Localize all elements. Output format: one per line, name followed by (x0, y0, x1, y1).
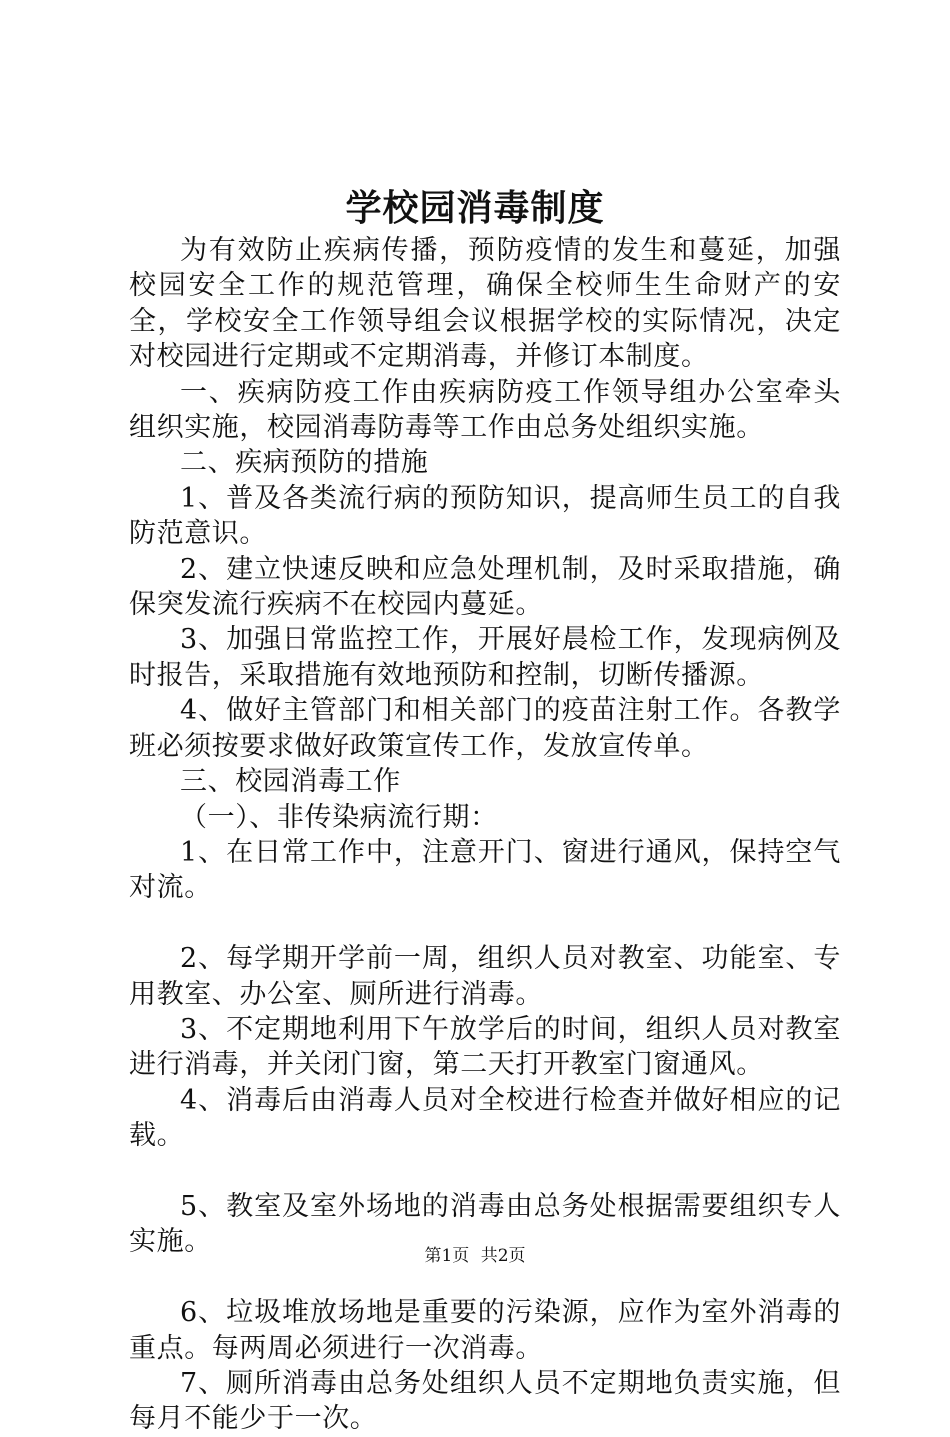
disinfection-item-6: 6、垃圾堆放场地是重要的污染源，应作为室外消毒的重点。每两周必须进行一次消毒。 (129, 1297, 841, 1364)
disinfection-item-2: 2、每学期开学前一周，组织人员对教室、功能室、专用教室、办公室、厕所进行消毒。 (129, 943, 841, 1010)
disinfection-item-5: 5、教室及室外场地的消毒由总务处根据需要组织专人实施。 (129, 1190, 841, 1258)
section-2-heading: 二、疾病预防的措施 (180, 447, 429, 479)
section-3-heading: 三、校园消毒工作 (180, 766, 401, 798)
document-title: 学校园消毒制度 (345, 187, 605, 229)
prevention-item-1: 1、普及各类流行病的预防知识，提高师生员工的自我防范意识。 (129, 482, 841, 550)
prevention-item-2: 2、建立快速反映和应急处理机制，及时采取措施，确保突发流行疾病不在校园内蔓延。 (129, 553, 841, 621)
disinfection-item-7: 7、厕所消毒由总务处组织人员不定期地负责实施，但每月不能少于一次。 (129, 1367, 841, 1435)
intro-paragraph: 为有效防止疾病传播，预防疫情的发生和蔓延，加强校园安全工作的规范管理，确保全校师生生命财产的安全，学校安全工作领导组会议根据学校的实际情况，决定对校园进行定期或不定期消毒，并修订本制度。 (129, 235, 841, 373)
prevention-item-3: 3、加强日常监控工作，开展好晨检工作，发现病例及时报告，采取措施有效地预防和控制，切断传播源。 (129, 624, 841, 691)
prevention-item-4: 4、做好主管部门和相关部门的疫苗注射工作。各教学班必须按要求做好政策宣传工作，发放宣传单。 (129, 695, 841, 762)
disinfection-item-1: 1、在日常工作中，注意开门、窗进行通风，保持空气对流。 (129, 836, 841, 904)
page-number-footer: 第1页 共2页 (424, 1246, 526, 1266)
subsection-1-heading: （一）、非传染病流行期： (180, 801, 498, 833)
section-1-paragraph: 一、疾病防疫工作由疾病防疫工作领导组办公室牵头组织实施，校园消毒防毒等工作由总务处组织实施。 (129, 376, 841, 444)
disinfection-item-4: 4、消毒后由消毒人员对全校进行检查并做好相应的记载。 (129, 1084, 841, 1152)
disinfection-item-3: 3、不定期地利用下午放学后的时间，组织人员对教室进行消毒，并关闭门窗，第二天打开教室门窗通风。 (129, 1013, 841, 1081)
